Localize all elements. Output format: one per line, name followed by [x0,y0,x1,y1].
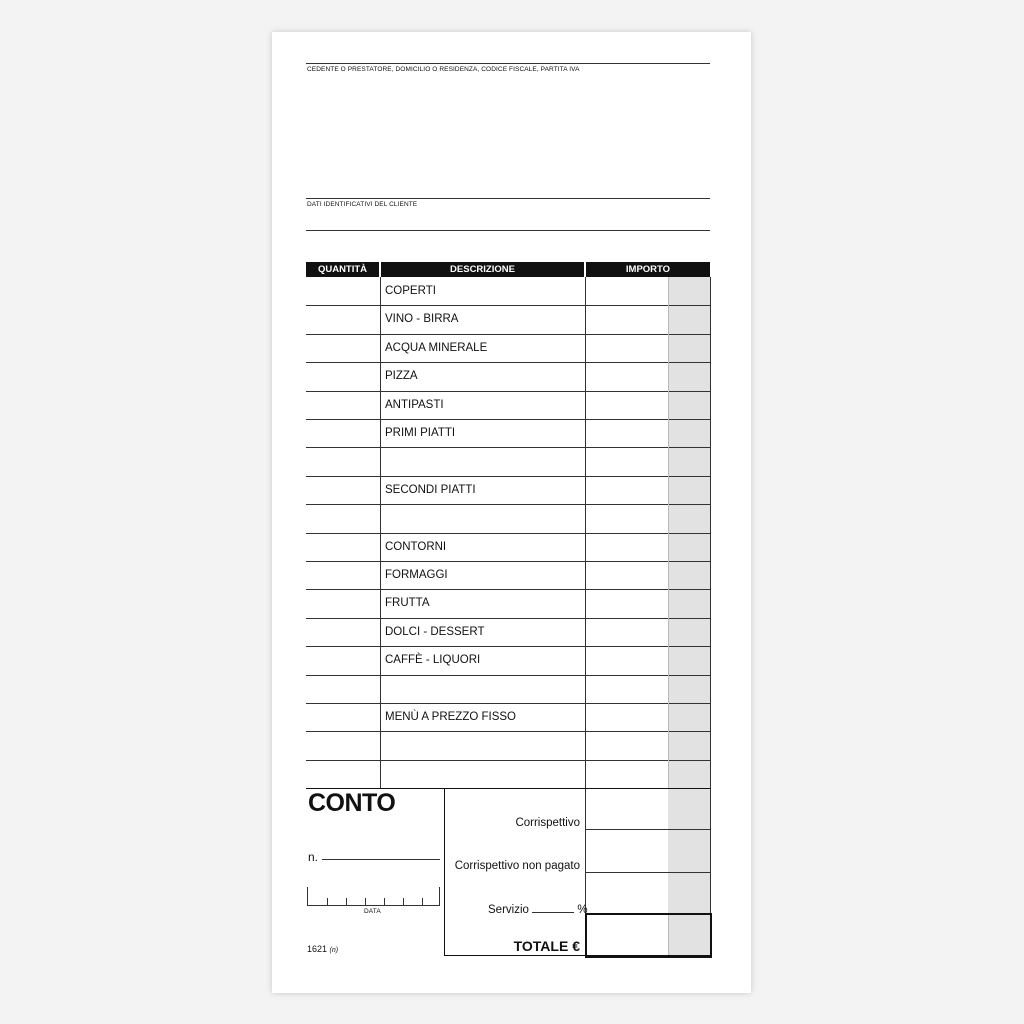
date-tick [365,898,366,905]
row-description: CAFFÈ - LIQUORI [385,654,481,667]
cliente-line [306,198,710,199]
conto-box-divider [444,788,445,956]
table-row [306,362,710,390]
servizio-blank [532,903,574,913]
table-row [306,675,710,703]
row-description: PRIMI PIATTI [385,427,456,439]
row-description: CONTORNI [385,540,447,553]
table-right-border [710,277,711,952]
conto-title: CONTO [308,789,396,817]
receipt-form [272,32,751,993]
corrispettivo-non-pagato-label: Corrispettivo non pagato [454,860,580,872]
row-description: PIZZA [385,370,418,383]
table-row [306,504,710,532]
table-row [306,305,710,333]
row-description: FORMAGGI [385,569,448,581]
date-tick [403,898,404,905]
table-row [306,703,710,731]
table-row [306,561,710,589]
form-code [307,944,338,954]
date-tick [346,898,347,905]
form-code-suffix: (n) [329,947,339,954]
divider-importo [585,277,586,952]
table-row [306,618,710,646]
table-row [306,447,710,475]
date-tick [307,887,308,905]
table-row [306,277,710,305]
table-row [306,589,710,617]
date-line [307,905,440,906]
row-description: ACQUA MINERALE [385,341,488,354]
corrispettivo-line [586,829,710,830]
date-tick [384,898,385,905]
servizio-percent: % [577,904,588,916]
table-row [306,646,710,674]
totale-cents-divider [668,915,669,955]
servizio-label: Servizio [488,904,529,916]
row-description: COPERTI [385,285,436,297]
column-header-descrizione: DESCRIZIONE [381,262,584,277]
non-pagato-line [586,872,710,873]
totale-shade [668,915,708,955]
column-header-importo: IMPORTO [586,262,710,277]
cedente-line [306,63,710,64]
divider-quantita [380,277,381,788]
date-label: DATA [364,908,381,915]
cliente-label: DATI IDENTIFICATIVI DEL CLIENTE [307,201,418,208]
row-description: ANTIPASTI [385,398,444,411]
number-label: n. [308,850,319,864]
column-header-quantita: QUANTITÀ [306,262,379,277]
table-row [306,419,710,447]
form-code-number: 1621 [307,944,328,954]
table-row [306,391,710,419]
table-row [306,334,710,362]
row-description: VINO - BIRRA [385,313,459,326]
row-description: SECONDI PIATTI [385,483,476,496]
date-tick [422,898,423,905]
row-description: DOLCI - DESSERT [385,625,485,638]
table-row [306,760,710,788]
servizio-field [488,903,588,916]
totale-label: TOTALE € [513,938,580,954]
table-row [306,476,710,504]
corrispettivo-label: Corrispettivo [515,817,580,829]
row-description: FRUTTA [385,597,430,610]
date-tick [439,887,440,905]
row-description: MENÙ A PREZZO FISSO [385,711,516,723]
number-line [322,859,440,860]
table-row [306,731,710,759]
table-row [306,533,710,561]
cliente-bottom-line [306,230,710,231]
date-tick [327,898,328,905]
cedente-label: CEDENTE O PRESTATORE, DOMICILIO O RESIDENZA, CODICE FISCALE, PARTITA IVA [307,66,580,73]
